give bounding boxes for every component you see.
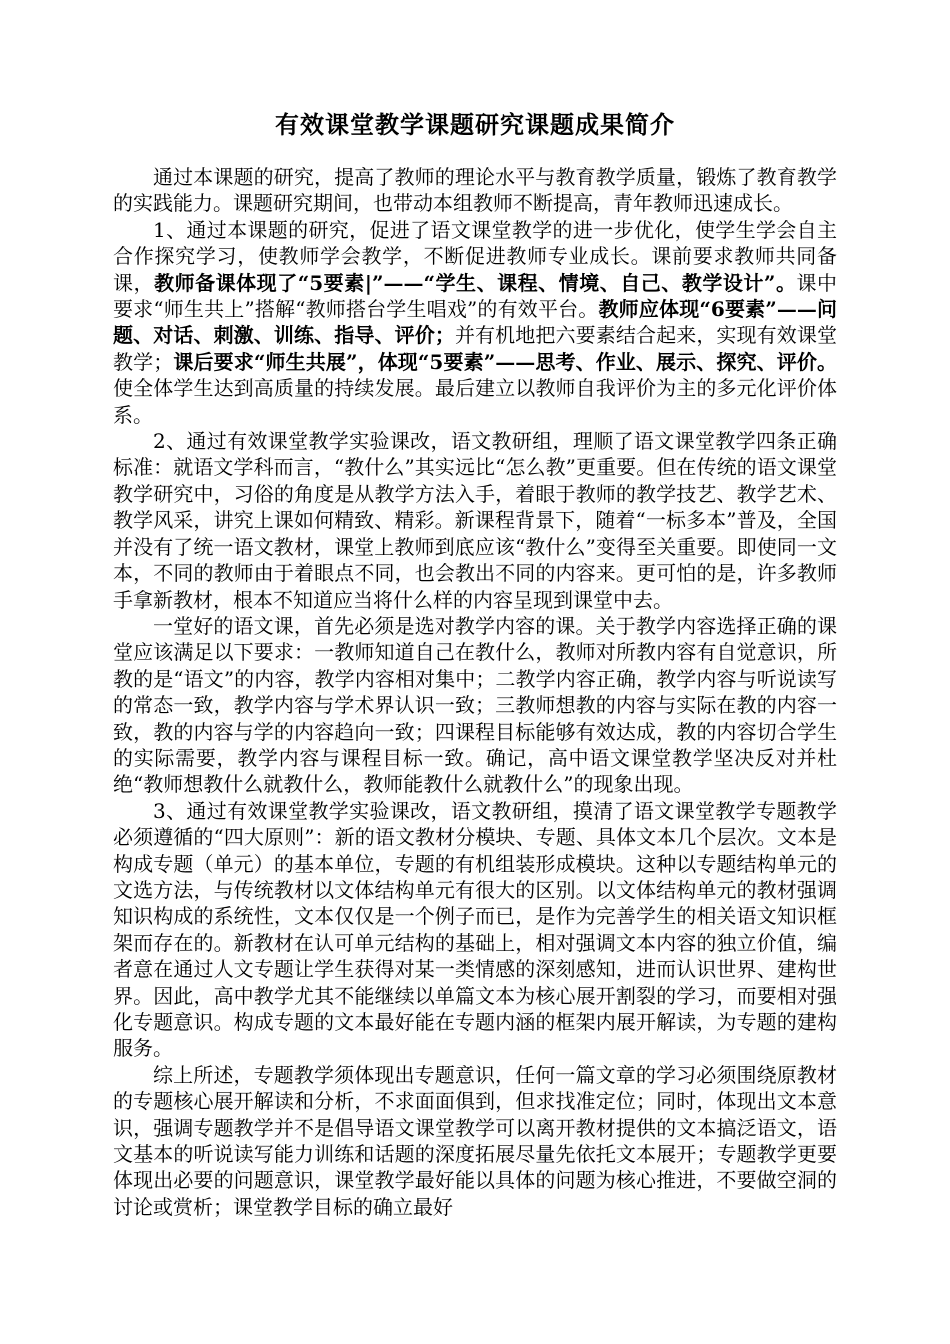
paragraph-good-lesson: 一堂好的语文课，首先必须是选对教学内容的课。关于教学内容选择正确的课堂应该满足以下要求：一教师知道自己在教什么，教师对所教内容有自觉意识，所教的是“语文”的内容，教学内容相对集中；二教学内容正确，教学内容与听说读写的常态一致，教学内容与学术界认识一致；三教师想教的内容与实际在教的内容一致，教的内容与学的内容趋向一致；四课程目标能够有效达成，教的内容切合学生的实际需要，教学内容与课程目标一致。确记，高中语文课堂教学坚决反对并杜绝“教师想教什么就教什么，教师能教什么就教什么”的现象出现。 [113, 613, 837, 797]
bold-run: 课后要求“师生共展”，体现“5要素”——思考、作业、展示、探究、评价。 [173, 349, 838, 374]
paragraph-point-3: 3、通过有效课堂教学实验课改，语文教研组，摸清了语文课堂教学专题教学必须遵循的“四大原则”：新的语文教材分模块、专题、具体文本几个层次。文本是构成专题（单元）的基本单位，专题的有机组装形成模块。这种以专题结构单元的文选方法，与传统教材以文体结构单元有很大的区别。以文体结构单元的教材强调知识构成的系统性，文本仅仅是一个例子而已，是作为完善学生的相关语文知识框架而存在的。新教材在认可单元结构的基础上，相对强调文本内容的独立价值，编者意在通过人文专题让学生获得对某一类情感的深刻感知，进而认识世界、建构世界。因此，高中教学尤其不能继续以单篇文本为核心展开割裂的学习，而要相对强化专题意识。构成专题的文本最好能在专题内涵的框架内展开解读，为专题的建构服务。 [113, 798, 837, 1061]
text-run: 1、通过本课题的研究，促进了语文课堂教学的进一步优化，使学生学会自主合作探究学习，使教师学会教学，不断促进教师专业成长。课前要求教师共同备课， [113, 217, 837, 295]
document-page [113, 108, 837, 1220]
bold-run: 教师备课体现了“5要素|”——“学生、课程、情境、自己、教学设计”。 [154, 270, 797, 295]
paragraph-point-2: 2、通过有效课堂教学实验课改，语文教研组，理顺了语文课堂教学四条正确标准：就语文学科而言，“教什么”其实远比“怎么教”更重要。但在传统的语文课堂教学研究中，习俗的角度是从教学方法入手，着眼于教师的教学技艺、教学艺术、教学风采，讲究上课如何精致、精彩。新课程背景下，随着“一标多本”普及，全国并没有了统一语文教材，课堂上教师到底应该“教什么”变得至关重要。即使同一文本，不同的教师由于着眼点不同，也会教出不同的内容来。更可怕的是，许多教师手拿新教材，根本不知道应当将什么样的内容呈现到课堂中去。 [113, 429, 837, 612]
text-run: 课中要求“师生共上”搭解“教师搭台学生唱戏”的有效平台。 [113, 270, 838, 322]
text-run: 使全体学生达到高质量的持续发展。最后建立以教师自我评价为主的多元化评价体系。 [113, 376, 837, 427]
bold-run: 教师应体现“6要素”——问题、对话、刺激、训练、指导、评价； [113, 297, 837, 348]
paragraph-summary: 综上所述，专题教学须体现出专题意识，任何一篇文章的学习必须围绕原教材的专题核心展开解读和分析，不求面面俱到，但求找准定位；同时，体现出文本意识，强调专题教学并不是倡导语文课堂教学可以离开教材提供的文本搞泛语文，语文基本的听说读写能力训练和话题的深度拓展尽量先依托文本展开；专题教学更要体现出必要的问题意识，课堂教学最好能以具体的问题为核心推进，不要做空洞的讨论或赏析；课堂教学目标的确立最好 [113, 1062, 837, 1219]
paragraph-point-1 [113, 217, 837, 428]
document-title: 有效课堂教学课题研究课题成果简介 [275, 110, 675, 139]
text-run: 并有机地把六要素结合起来，实现有效课堂教学； [113, 323, 837, 374]
paragraph-intro: 通过本课题的研究，提高了教师的理论水平与教育教学质量，锻炼了教育教学的实践能力。课题研究期间，也带动本组教师不断提高，青年教师迅速成长。 [113, 165, 837, 216]
